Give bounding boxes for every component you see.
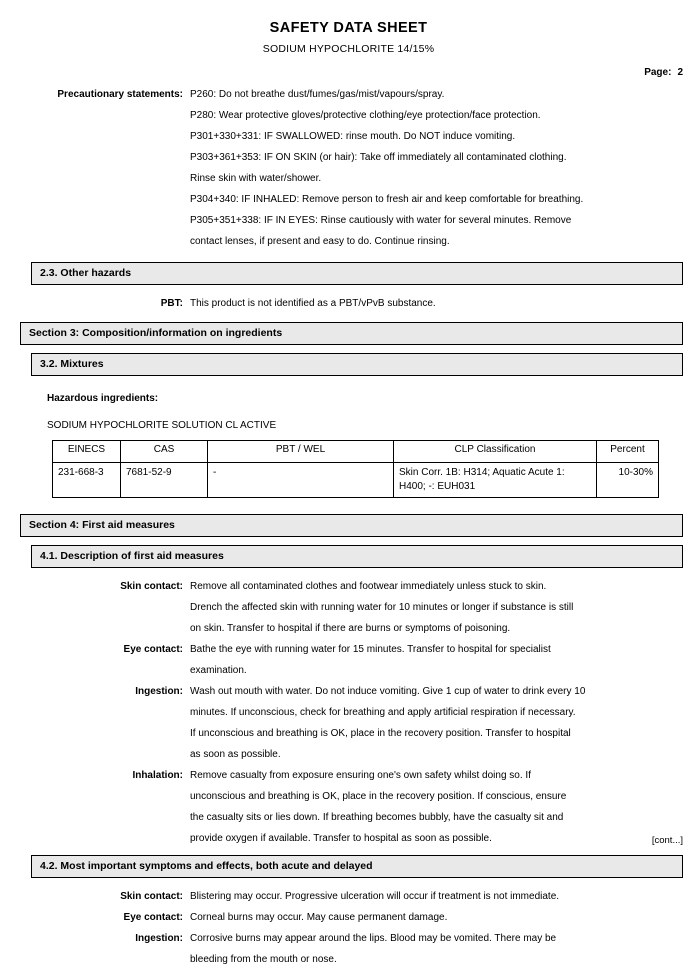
hazardous-ingredients-table [52, 440, 659, 498]
column-header-einecs: EINECS [53, 441, 121, 463]
labelled-text-row [0, 639, 697, 681]
row-body [190, 907, 697, 928]
precautionary-statements-row [0, 84, 697, 252]
row-label: Ingestion: [135, 933, 183, 944]
row-label: Inhalation: [132, 770, 183, 781]
text-line: P280: Wear protective gloves/protective clothing/eye protection/face protection. [190, 110, 541, 121]
text-line: Bathe the eye with running water for 15 minutes. Transfer to hospital for specialist [190, 644, 551, 655]
row-body [190, 576, 697, 639]
text-line: Corneal burns may occur. May cause permanent damage. [190, 912, 448, 923]
pbt-row [0, 293, 697, 314]
cell-clp-classification [394, 463, 597, 498]
labelled-text-row [0, 886, 697, 907]
cell-einecs: 231-668-3 [53, 463, 121, 498]
precautionary-statements-body [190, 84, 697, 252]
text-line: P304+340: IF INHALED: Remove person to fresh air and keep comfortable for breathing. [190, 194, 584, 205]
page-number-value: 2 [677, 67, 683, 78]
text-line: P260: Do not breathe dust/fumes/gas/mist/vapours/spray. [190, 89, 445, 100]
column-header-cas: CAS [121, 441, 208, 463]
cell-clp-line-2: H400; -: EUH031 [399, 481, 476, 492]
first-aid-measures-list [0, 576, 697, 849]
product-name-subtitle: SODIUM HYPOCHLORITE 14/15% [262, 43, 435, 55]
subsection-bar-3-2-mixtures: 3.2. Mixtures [31, 353, 683, 376]
text-line: examination. [190, 665, 247, 676]
row-label: Eye contact: [123, 912, 183, 923]
text-line: Drench the affected skin with running water for 10 minutes or longer if substance is still [190, 602, 574, 613]
subsection-bar-4-1: 4.1. Description of first aid measures [31, 545, 683, 568]
cell-cas: 7681-52-9 [121, 463, 208, 498]
table-row [53, 463, 659, 498]
text-line: Rinse skin with water/shower. [190, 173, 322, 184]
text-line: P303+361+353: IF ON SKIN (or hair): Take off immediately all contaminated clothing. [190, 152, 567, 163]
row-label: Ingestion: [135, 686, 183, 697]
pbt-text [190, 293, 697, 314]
page-number [0, 55, 697, 78]
ingredient-name: SODIUM HYPOCHLORITE SOLUTION CL ACTIVE [47, 420, 277, 431]
text-line: bleeding from the mouth or nose. [190, 954, 337, 965]
text-line: contact lenses, if present and easy to do. Continue rinsing. [190, 236, 450, 247]
column-header-pbt-wel: PBT / WEL [208, 441, 394, 463]
text-line: provide oxygen if available. Transfer to hospital as soon as possible. [190, 833, 492, 844]
precautionary-statements-label: Precautionary statements: [57, 89, 183, 100]
text-line: the casualty sits or lies down. If breathing becomes bubbly, have the casualty sit and [190, 812, 564, 823]
row-body [190, 681, 697, 765]
column-header-percent: Percent [597, 441, 659, 463]
subsection-bar-4-2: 4.2. Most important symptoms and effects, both acute and delayed [31, 855, 683, 878]
text-line: Remove casualty from exposure ensuring one's own safety whilst doing so. If [190, 770, 531, 781]
cell-pbt-wel: - [208, 463, 394, 498]
text-line: If unconscious and breathing is OK, place in the recovery position. Transfer to hospital [190, 728, 571, 739]
hazardous-ingredients-label: Hazardous ingredients: [47, 393, 159, 404]
table-header-row [53, 441, 659, 463]
cell-percent: 10-30% [597, 463, 659, 498]
section-bar-3: Section 3: Composition/information on ingredients [20, 322, 683, 345]
symptoms-effects-list [0, 886, 697, 970]
text-line: minutes. If unconscious, check for breathing and apply artificial respiration if necessary. [190, 707, 576, 718]
pbt-label: PBT: [160, 298, 183, 309]
pbt-text-line: This product is not identified as a PBT/vPvB substance. [190, 298, 436, 309]
row-body [190, 639, 697, 681]
row-label: Skin contact: [120, 581, 183, 592]
row-label: Skin contact: [120, 891, 183, 902]
text-line: unconscious and breathing is OK, place in the recovery position. If conscious, ensure [190, 791, 567, 802]
continuation-marker: [cont...] [651, 835, 683, 846]
subsection-bar-2-3-other-hazards: 2.3. Other hazards [31, 262, 683, 285]
text-line: Wash out mouth with water. Do not induce vomiting. Give 1 cup of water to drink every 10 [190, 686, 586, 697]
labelled-text-row [0, 681, 697, 765]
text-line: P305+351+338: IF IN EYES: Rinse cautiously with water for several minutes. Remove [190, 215, 572, 226]
text-line: as soon as possible. [190, 749, 281, 760]
text-line: Remove all contaminated clothes and footwear immediately unless stuck to skin. [190, 581, 547, 592]
labelled-text-row [0, 576, 697, 639]
row-body [190, 886, 697, 907]
row-body [190, 765, 697, 849]
row-label: Eye contact: [123, 644, 183, 655]
text-line: Corrosive burns may appear around the lips. Blood may be vomited. There may be [190, 933, 557, 944]
section-bar-4: Section 4: First aid measures [20, 514, 683, 537]
text-line: on skin. Transfer to hospital if there are burns or symptoms of poisoning. [190, 623, 511, 634]
labelled-text-row [0, 765, 697, 849]
labelled-text-row [0, 928, 697, 970]
column-header-clp-classification: CLP Classification [394, 441, 597, 463]
page-number-label: Page: [644, 67, 672, 78]
text-line: Blistering may occur. Progressive ulceration will occur if treatment is not immediate. [190, 891, 560, 902]
row-body [190, 928, 697, 970]
cell-clp-line-1: Skin Corr. 1B: H314; Aquatic Acute 1: [399, 467, 565, 478]
text-line: P301+330+331: IF SWALLOWED: rinse mouth. Do NOT induce vomiting. [190, 131, 516, 142]
document-title: SAFETY DATA SHEET [269, 20, 428, 36]
labelled-text-row [0, 907, 697, 928]
